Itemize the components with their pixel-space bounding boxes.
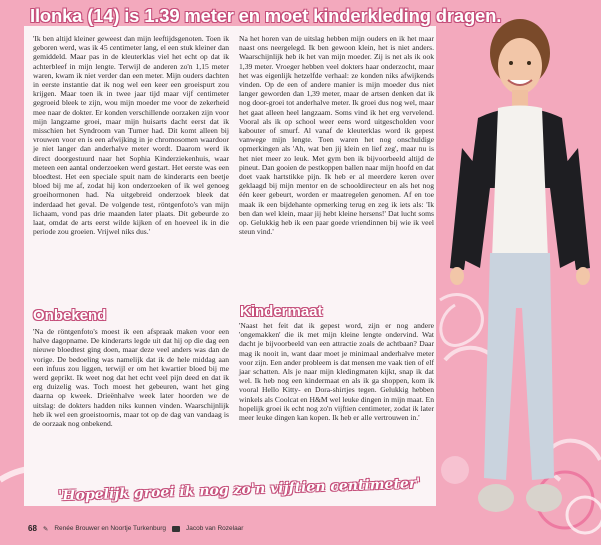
author-credit: Renée Brouwer en Noortje Turkenburg	[54, 525, 167, 532]
pull-quote: 'Hopelijk groei ik nog zo'n vijftien centimeter'	[57, 475, 421, 505]
subheading-onbekend: Onbekend	[33, 307, 107, 324]
camera-icon	[172, 526, 180, 532]
section-kindermaat	[239, 321, 434, 422]
body-text: 'Naast het feit dat ik gepest word, zijn er nog andere 'ongemakken' die ik met mijn kleine lengte ondervind. Wat dacht je bijvoorbeeld van een attractie zoals de achtbaan? Daar mag ik nooit in, want daar moet je minimaal anderhalve meter voor zijn. Een ander probleem is dat mensen me vaak tien of elf jaar schatten. Als je naar mijn kledingmaten kijkt, snap ik dat wel. Ik heb nog een kindermaat en als ik ga shoppen, kom ik vooral Hello Kitty- en Dora-shirtjes tegen. Gelukkig hebben winkels als Coolcat en H&M wel leuke dingen in mijn maat. En hopelijk groei ik echt nog zo'n vijftien centimeter, zodat ik later meer leuke dingen kan kopen. Ik heb er alle vertrouwen in.'	[239, 321, 434, 423]
page-footer	[28, 524, 243, 533]
page-number: 68	[28, 524, 37, 533]
article-headline: Ilonka (14) is 1.39 meter en moet kinderkleding dragen.	[30, 5, 502, 26]
article-column-2	[239, 34, 434, 236]
pen-icon: ✎	[42, 525, 49, 533]
body-text: 'Ik ben altijd kleiner geweest dan mijn leeftijdsgenoten. Toen ik geboren werd, was ik 45 centimeter lang, el een stuk kleiner dan gemiddeld. Maar pas in de kleuterklas viel het echt op dat ik achterbleef in mijn lengte. Terwijl de anderen zo'n 1,15 meter waren, kwam ik niet verder dan een meter. Mijn ouders dachten in eerste instantie dat ik nog wel een keer een groeispurt zou krijgen. Maar toen ik in twee jaar tijd maar vijf centimeter gegroeid bleek te zijn, wou mijn moeder me voor de zekerheid mee naar de dokter. Er konden verschillende oorzaken zijn voor mijn langzame groei, maar mijn huisarts dacht eerst dat ik misschien het Syndroom van Turner had. Dit komt alleen bij vrouwen voor en is een afwijking in je chromosomen waardoor je niet langer dan anderhalve meter wordt. Daarom werd ik direct doorgestuurd naar het Sophia Kinderziekenhuis, waar meteen een aantal onderzoeken werd gestart. Het eerste was een bloedtest. Het een speciale spuit nam de kinderarts een beetje bloed bij me af, zodat hij kon onderzoeken of ik wel genoeg groeihormonen had. Na uitgebreid onderzoek bleek dat inderdaad het geval. De volgende test, röntgenfoto's van mijn lichaam, vond pas drie maanden later plaats. Dit gebeurde zo laat, omdat de arts eerst wilde kijken of en hoeveel ik in die periode zou groeien. Vrijwel niks dus.'	[33, 34, 229, 237]
girl-photo	[440, 8, 600, 538]
body-text: 'Na de röntgenfoto's moest ik een afspraak maken voor een halve dagopname. De kinderarts legde uit dat hij op die dag een nieuwe bloedtest ging doen, maar deze veel anders was dan de vorige. De bedoeling was namelijk dat ik de hele middag aan een infuus zou liggen, terwijl er om het kwartier bloed bij me werd geprikt. Ik weet nog dat het echt veel pijn deed en dat ik erg duizelig was. Toch moest het gebeuren, want het ging daarna op kweek. Drieënhalve week later hoorden we de uitslag: de dokters hadden niks kunnen vinden. Waarschijnlijk heb ik wel een groeistoornis, maar tot op de dag van vandaag is de oorzaak nog onbekend.	[33, 327, 229, 429]
section-onbekend	[33, 327, 229, 428]
subheading-kindermaat: Kindermaat	[240, 303, 323, 320]
body-text: Na het horen van de uitslag hebben mijn ouders en ik het maar naast ons neergelegd. Ik ben gewoon klein, het is niet anders. Waarschijnlijk heb ik het van mijn moeder. Zij is net als ik ook 1,39 meter. Vroeger hebben veel dokters haar onderzocht, maar het was eigenlijk hetzelfde verhaal: ze konden niks afwijkends vinden. Op de een of andere manier is mijn moeder dus niet langer geworden dan 1,39 meter, maar de artsen denken dat ik nog door-groei tot anderhalve meter. Ik groei dus nog wel, maar het gaat alleen heel langzaam. Soms vind ik het erg vervelend. Vooral als ik op school weer eens word uitgescholden voor kabouter of smurf. Al vanaf de kleuterklas word ik gepest vanwege mijn lengte. Toen waren het nog onschuldige opmerkingen als 'Ah, wat ben jij klein en lief zeg', maar nu is het niet meer zo leuk. Met gym ben ik bijvoorbeeld altijd de pineut. Dan gooien de pestkoppen ballen naar mijn hoofd en dat doet vaak hartstikke pijn. Ik heb er al meerdere keren over geklaagd bij mijn mentor en de schooldirecteur en als het nog één keer gebeurt, worden er maatregelen genomen. Af en toe maak ik een bijdehante opmerking terug en zeg ik iets als: 'Ik ben dan wel klein, maar jij hebt kleine hersens!' Dat lucht soms op. Gelukkig heb ik een paar goede vriendinnen bij wie ik veel steun vind.'	[239, 34, 434, 237]
article-column-1	[33, 34, 229, 236]
photographer-credit: Jacob van Rozelaar	[186, 525, 244, 532]
